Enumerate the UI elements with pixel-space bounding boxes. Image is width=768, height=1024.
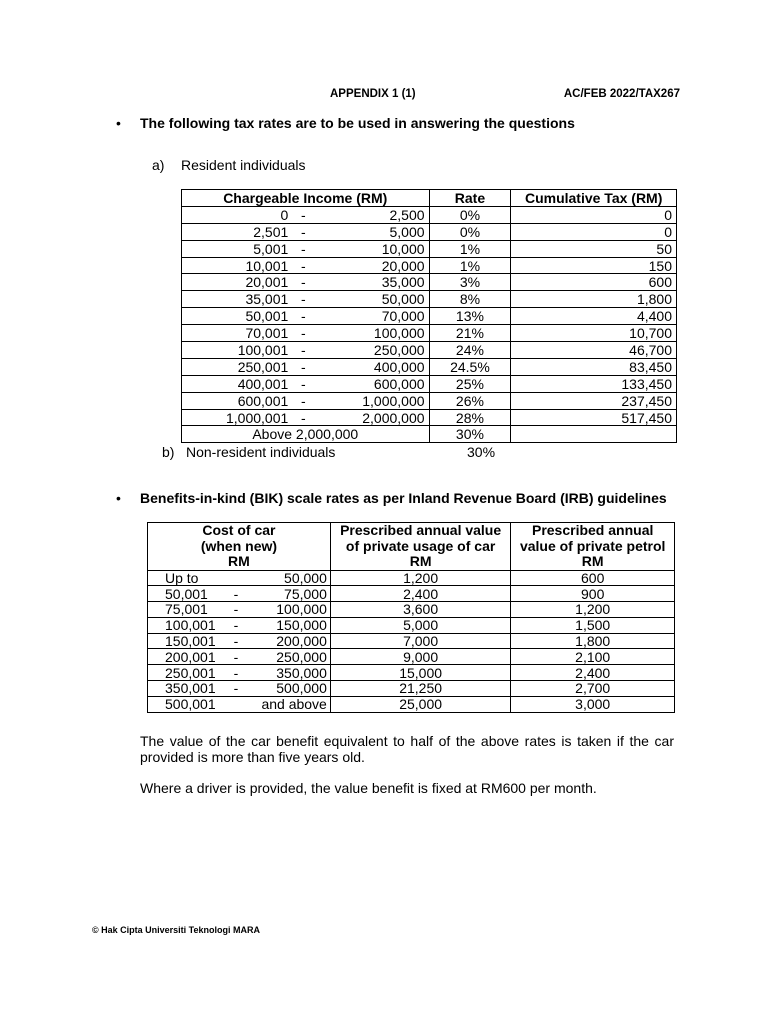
- income-to: 2,500: [314, 206, 429, 223]
- income-from: 5,001: [182, 240, 293, 257]
- range-dash: -: [292, 274, 314, 291]
- range-dash: -: [292, 325, 314, 342]
- income-to: 35,000: [314, 274, 429, 291]
- income-from: 100,001: [182, 342, 293, 359]
- income-from: 70,001: [182, 325, 293, 342]
- range-dash: -: [292, 240, 314, 257]
- income-from: 20,001: [182, 274, 293, 291]
- cost-from: 200,001: [165, 648, 216, 665]
- private-usage-value: 25,000: [330, 696, 511, 712]
- tax-rate: 0%: [429, 223, 511, 240]
- cumulative-tax: 83,450: [511, 358, 677, 375]
- range-dash: -: [292, 358, 314, 375]
- cost-from: 100,001: [165, 617, 216, 634]
- item-b-label: Non-resident individuals: [186, 444, 336, 460]
- range-dash: -: [292, 223, 314, 240]
- bullet-icon: •: [116, 115, 121, 131]
- income-above: Above 2,000,000: [182, 426, 430, 443]
- table-row: [148, 665, 675, 681]
- header-cumulative-tax: Cumulative Tax (RM): [511, 190, 677, 207]
- range-dash: -: [233, 648, 239, 665]
- tax-rate: 13%: [429, 308, 511, 325]
- range-dash: -: [233, 585, 239, 602]
- private-petrol-value: 1,200: [511, 602, 675, 618]
- header-private-petrol: [511, 523, 675, 571]
- car-cost-range: [148, 649, 331, 665]
- car-cost-range: [148, 696, 331, 712]
- income-from: 250,001: [182, 358, 293, 375]
- income-from: 35,001: [182, 291, 293, 308]
- table-row: [182, 375, 677, 392]
- income-to: 1,000,000: [314, 392, 429, 409]
- income-from: 1,000,001: [182, 409, 293, 426]
- range-dash: [225, 571, 247, 585]
- range-dash: -: [292, 409, 314, 426]
- tax-rate: 30%: [429, 426, 511, 443]
- income-from: 50,001: [182, 308, 293, 325]
- private-usage-value: 5,000: [330, 617, 511, 633]
- table-row: [148, 681, 675, 697]
- item-a-label: Resident individuals: [181, 157, 306, 173]
- header-cost-of-car: [148, 523, 331, 571]
- tax-rate: 24.5%: [429, 358, 511, 375]
- footer-text: Hak Cipta Universiti Teknologi MARA: [101, 925, 261, 935]
- car-cost-range: [148, 617, 331, 633]
- cumulative-tax: 237,450: [511, 392, 677, 409]
- private-petrol-value: 2,700: [511, 681, 675, 697]
- table-row: [182, 274, 677, 291]
- section-heading-tax-rates: The following tax rates are to be used in answering the questions: [140, 115, 575, 131]
- tax-rate: 0%: [429, 206, 511, 223]
- table-row: [182, 223, 677, 240]
- table-row: [148, 617, 675, 633]
- cumulative-tax: 133,450: [511, 375, 677, 392]
- header-rate: Rate: [429, 190, 511, 207]
- table-row: [182, 426, 677, 443]
- income-to: 20,000: [314, 257, 429, 274]
- private-petrol-value: 1,800: [511, 633, 675, 649]
- cost-to: 250,000: [276, 648, 327, 665]
- cost-to: 500,000: [276, 680, 327, 697]
- cost-to: 75,000: [284, 585, 327, 602]
- table-row: [182, 206, 677, 223]
- cost-to: 100,000: [276, 601, 327, 618]
- income-to: 2,000,000: [314, 409, 429, 426]
- private-petrol-value: 2,400: [511, 665, 675, 681]
- cumulative-tax: 517,450: [511, 409, 677, 426]
- income-to: 10,000: [314, 240, 429, 257]
- table-row: [148, 586, 675, 602]
- table-row: [182, 257, 677, 274]
- income-to: 600,000: [314, 375, 429, 392]
- tax-rate: 3%: [429, 274, 511, 291]
- income-to: 50,000: [314, 291, 429, 308]
- income-to: 400,000: [314, 358, 429, 375]
- table-row: [148, 649, 675, 665]
- income-to: 250,000: [314, 342, 429, 359]
- cumulative-tax: 46,700: [511, 342, 677, 359]
- private-petrol-value: 2,100: [511, 649, 675, 665]
- private-petrol-value: 900: [511, 586, 675, 602]
- bik-scale-table: [147, 522, 675, 713]
- cost-from: 350,001: [165, 680, 216, 697]
- range-dash: -: [292, 375, 314, 392]
- range-dash: -: [292, 206, 314, 223]
- income-to: 5,000: [314, 223, 429, 240]
- range-dash: -: [292, 291, 314, 308]
- copyright-icon: ©: [92, 925, 99, 935]
- private-usage-value: 21,250: [330, 681, 511, 697]
- private-usage-value: 2,400: [330, 586, 511, 602]
- private-usage-value: 9,000: [330, 649, 511, 665]
- cumulative-tax: 150: [511, 257, 677, 274]
- footer: [92, 925, 260, 935]
- resident-tax-table: [181, 189, 677, 443]
- header-line: RM: [409, 553, 432, 569]
- item-b-rate: 30%: [467, 444, 496, 460]
- table-row: [182, 291, 677, 308]
- private-usage-value: 3,600: [330, 602, 511, 618]
- header-line: (when new): [200, 537, 278, 554]
- table-row: [182, 325, 677, 342]
- range-dash: -: [292, 342, 314, 359]
- tax-rate: 25%: [429, 375, 511, 392]
- income-from: 600,001: [182, 392, 293, 409]
- income-to: 70,000: [314, 308, 429, 325]
- bullet-icon: •: [116, 490, 121, 506]
- header-line: RM: [581, 553, 604, 569]
- private-usage-value: 7,000: [330, 633, 511, 649]
- cost-from: Up to: [165, 569, 199, 586]
- private-petrol-value: 600: [511, 570, 675, 586]
- private-usage-value: 15,000: [330, 665, 511, 681]
- driver-note: Where a driver is provided, the value benefit is fixed at RM600 per month.: [140, 780, 597, 796]
- header-line: Prescribed annual: [531, 522, 654, 538]
- table-row: [182, 240, 677, 257]
- income-from: 2,501: [182, 223, 293, 240]
- car-cost-range: [148, 681, 331, 697]
- range-dash: -: [233, 680, 239, 697]
- cumulative-tax: 4,400: [511, 308, 677, 325]
- income-from: 10,001: [182, 257, 293, 274]
- cumulative-tax: 1,800: [511, 291, 677, 308]
- car-cost-range: [148, 665, 331, 681]
- item-a-marker: a): [152, 157, 165, 173]
- car-cost-range: [148, 633, 331, 649]
- range-dash: -: [233, 633, 239, 650]
- cost-from: 150,001: [165, 633, 216, 650]
- range-dash: -: [233, 601, 239, 618]
- tax-rate: 8%: [429, 291, 511, 308]
- cost-to: 150,000: [276, 617, 327, 634]
- header-line: RM: [228, 553, 250, 569]
- cost-to: 350,000: [276, 664, 327, 681]
- range-dash: -: [292, 308, 314, 325]
- car-cost-range: [148, 602, 331, 618]
- tax-rate: 21%: [429, 325, 511, 342]
- range-dash: -: [233, 664, 239, 681]
- table-row: [182, 392, 677, 409]
- paper-code: AC/FEB 2022/TAX267: [563, 88, 680, 100]
- cost-from: 250,001: [165, 664, 216, 681]
- header-chargeable-income: Chargeable Income (RM): [182, 190, 430, 207]
- income-from: 400,001: [182, 375, 293, 392]
- header-line: Cost of car: [202, 522, 276, 538]
- tax-rate: 28%: [429, 409, 511, 426]
- table-row: [182, 409, 677, 426]
- header-line: Prescribed annual value: [340, 522, 502, 538]
- cumulative-tax: 10,700: [511, 325, 677, 342]
- car-age-note: The value of the car benefit equivalent to half of the above rates is taken if the car provided is more than five years old.: [140, 733, 674, 765]
- range-dash: -: [292, 392, 314, 409]
- range-dash: -: [233, 617, 239, 634]
- cumulative-tax: [511, 426, 677, 443]
- cumulative-tax: 0: [511, 223, 677, 240]
- tax-rate: 1%: [429, 240, 511, 257]
- income-to: 100,000: [314, 325, 429, 342]
- car-cost-range: [148, 570, 331, 586]
- income-from: 0: [182, 206, 293, 223]
- table-header-row: [182, 190, 677, 207]
- private-petrol-value: 1,500: [511, 617, 675, 633]
- cost-to: 50,000: [284, 569, 327, 586]
- section-heading-bik: Benefits-in-kind (BIK) scale rates as per Inland Revenue Board (IRB) guidelines: [140, 490, 667, 506]
- table-row: [148, 570, 675, 586]
- cost-from: 50,001: [165, 585, 208, 602]
- cost-to: and above: [261, 696, 327, 713]
- tax-rate: 26%: [429, 392, 511, 409]
- cumulative-tax: 600: [511, 274, 677, 291]
- table-row: [148, 602, 675, 618]
- range-dash: -: [292, 257, 314, 274]
- cost-from: 75,001: [165, 601, 208, 618]
- item-b-marker: b): [162, 444, 175, 460]
- appendix-label: APPENDIX 1 (1): [330, 88, 416, 100]
- table-row: [182, 308, 677, 325]
- table-row: [182, 358, 677, 375]
- cumulative-tax: 50: [511, 240, 677, 257]
- table-row: [182, 342, 677, 359]
- tax-rate: 24%: [429, 342, 511, 359]
- cumulative-tax: 0: [511, 206, 677, 223]
- table-row: [148, 633, 675, 649]
- private-petrol-value: 3,000: [511, 696, 675, 712]
- range-dash: [225, 697, 247, 711]
- cost-to: 200,000: [276, 633, 327, 650]
- header-line: of private usage of car: [345, 537, 496, 554]
- car-cost-range: [148, 586, 331, 602]
- header-line: value of private petrol: [519, 537, 666, 554]
- table-row: [148, 696, 675, 712]
- cost-from: 500,001: [165, 696, 216, 713]
- tax-rate: 1%: [429, 257, 511, 274]
- table-header-row: [148, 523, 675, 571]
- header-private-usage: [330, 523, 511, 571]
- private-usage-value: 1,200: [330, 570, 511, 586]
